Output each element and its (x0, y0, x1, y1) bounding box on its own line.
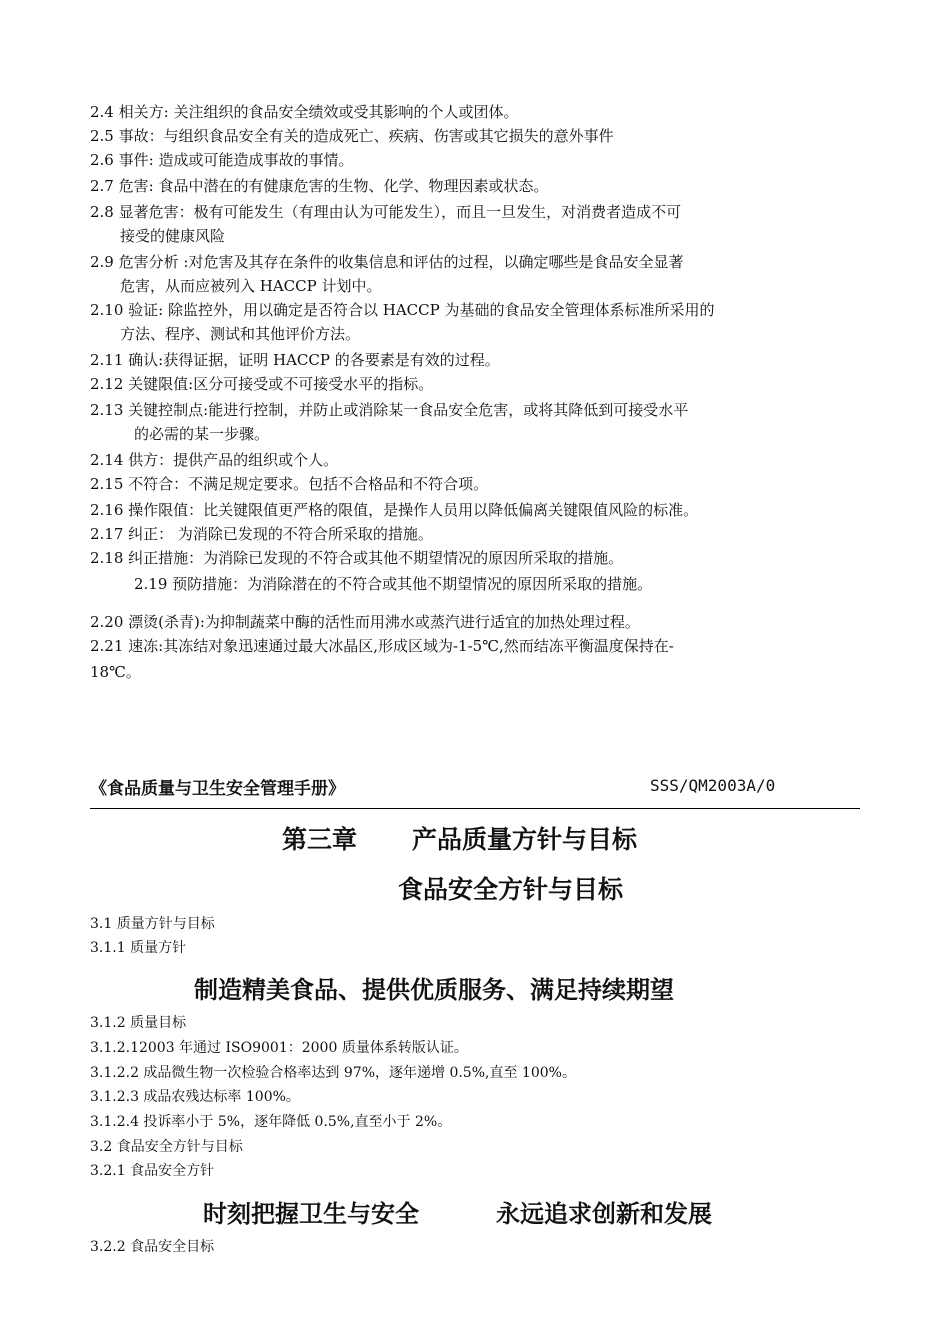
definition-2-17: 2.17 纠正： 为消除已发现的不符合所采取的措施。 (90, 525, 433, 543)
section-3-1-2: 3.1.2 质量目标 (90, 1015, 187, 1031)
definition-2-10: 2.10 验证: 除监控外，用以确定是否符合以 HACCP 为基础的食品安全管理体系标准所采用的 (90, 301, 715, 319)
definition-2-8-continued: 接受的健康风险 (120, 227, 226, 245)
food-safety-motto-part1: 时刻把握卫生与安全 (203, 1200, 419, 1228)
definition-2-14: 2.14 供方：提供产品的组织或个人。 (90, 451, 339, 469)
food-safety-motto-part2: 永远追求创新和发展 (496, 1200, 712, 1228)
definition-2-11: 2.11 确认:获得证据，证明 HACCP 的各要素是有效的过程。 (90, 351, 500, 369)
definition-2-9-continued: 危害，从而应被列入 HACCP 计划中。 (120, 277, 382, 295)
section-3-2-1: 3.2.1 食品安全方针 (90, 1163, 215, 1179)
definition-2-12: 2.12 关键限值:区分可接受或不可接受水平的指标。 (90, 375, 434, 393)
definition-2-13: 2.13 关键控制点:能进行控制，并防止或消除某一食品安全危害，或将其降低到可接受水平 (90, 401, 689, 419)
definition-2-13-continued: 的必需的某一步骤。 (134, 425, 270, 443)
definition-2-16: 2.16 操作限值：比关键限值更严格的限值，是操作人员用以降低偏离关键限值风险的标准。 (90, 501, 699, 519)
chapter-number: 第三章 (282, 825, 358, 854)
header-rule (90, 808, 860, 809)
section-3-1-1: 3.1.1 质量方针 (90, 940, 187, 956)
section-3-1-2-3: 3.1.2.3 成品农残达标率 100%。 (90, 1089, 300, 1105)
definition-2-9: 2.9 危害分析 :对危害及其存在条件的收集信息和评估的过程，以确定哪些是食品安全显著 (90, 253, 684, 271)
definition-2-4: 2.4 相关方: 关注组织的食品安全绩效或受其影响的个人或团体。 (90, 103, 519, 121)
section-3-1-2-1: 3.1.2.12003 年通过 ISO9001：2000 质量体系转版认证。 (90, 1040, 468, 1056)
section-3-2: 3.2 食品安全方针与目标 (90, 1139, 243, 1155)
definition-2-10-continued: 方法、程序、测试和其他评价方法。 (120, 325, 361, 343)
section-3-1: 3.1 质量方针与目标 (90, 916, 215, 932)
section-3-2-2: 3.2.2 食品安全目标 (90, 1239, 215, 1255)
definition-2-15: 2.15 不符合：不满足规定要求。包括不合格品和不符合项。 (90, 475, 489, 493)
definition-2-18: 2.18 纠正措施：为消除已发现的不符合或其他不期望情况的原因所采取的措施。 (90, 549, 624, 567)
definition-2-19: 2.19 预防措施：为消除潜在的不符合或其他不期望情况的原因所采取的措施。 (134, 575, 653, 593)
section-3-1-2-2: 3.1.2.2 成品微生物一次检验合格率达到 97%，逐年递增 0.5%,直至 100%。 (90, 1065, 576, 1081)
quality-policy-motto: 制造精美食品、提供优质服务、满足持续期望 (194, 976, 674, 1004)
document-code: SSS/QM2003A/0 (650, 776, 776, 795)
definition-2-21: 2.21 速冻:其冻结对象迅速通过最大冰晶区,形成区域为-1-5℃,然而结冻平衡温度保持在- (90, 637, 674, 655)
definition-2-6: 2.6 事件: 造成或可能造成事故的事情。 (90, 151, 354, 169)
chapter-subtitle: 食品安全方针与目标 (398, 875, 624, 904)
definition-2-8: 2.8 显著危害：极有可能发生（有理由认为可能发生），而且一旦发生，对消费者造成不可 (90, 203, 682, 221)
chapter-title: 产品质量方针与目标 (412, 825, 638, 854)
manual-title: 《食品质量与卫生安全管理手册》 (90, 779, 345, 799)
definition-2-20: 2.20 漂烫(杀青):为抑制蔬菜中酶的活性而用沸水或蒸汽进行适宜的加热处理过程。 (90, 613, 640, 631)
section-3-1-2-4: 3.1.2.4 投诉率小于 5%，逐年降低 0.5%,直至小于 2%。 (90, 1114, 452, 1130)
definition-2-21-continued: 18℃。 (90, 663, 141, 681)
definition-2-7: 2.7 危害: 食品中潜在的有健康危害的生物、化学、物理因素或状态。 (90, 177, 549, 195)
definition-2-5: 2.5 事故：与组织食品安全有关的造成死亡、疾病、伤害或其它损失的意外事件 (90, 127, 614, 145)
